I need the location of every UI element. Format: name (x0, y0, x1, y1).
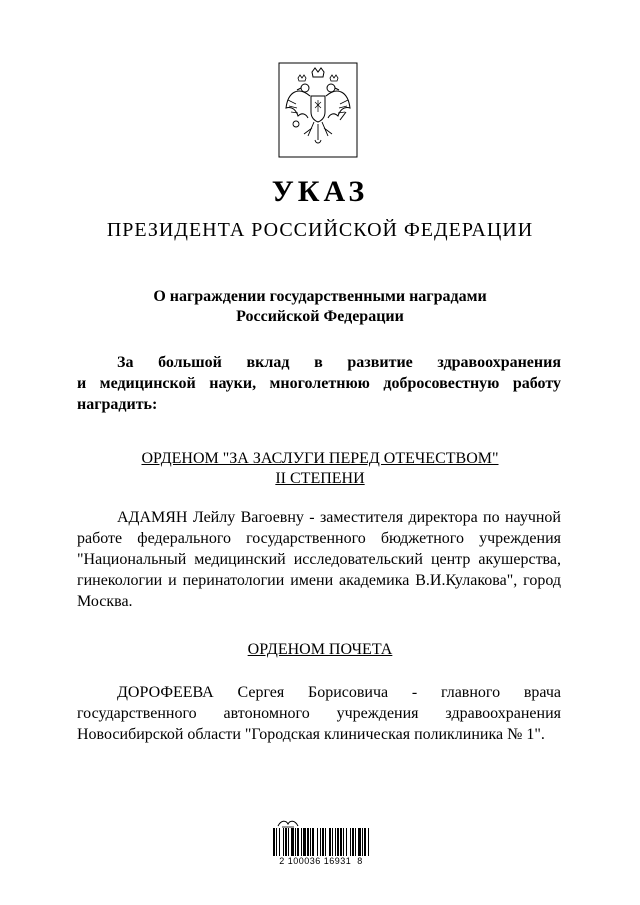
recipient2-line: ДОРОФЕЕВА Сергея Борисовича - главного врача (117, 684, 561, 701)
recipient1-line: работе федерального государственного бюджетного учреждения (77, 530, 561, 547)
barcode-number: 2 100036 16931 8 (279, 856, 363, 866)
award-heading-1 (0, 449, 640, 489)
barcode-block (266, 818, 376, 868)
emblem-frame (278, 62, 358, 158)
recipient1-line: "Национальный медицинский исследовательский центр акушерства, (77, 551, 561, 568)
recipient1-line: Москва. (77, 593, 133, 610)
document-heading (0, 287, 640, 327)
award1-line-2: II СТЕПЕНИ (275, 470, 365, 487)
intro-paragraph (77, 352, 561, 415)
recipient1-line: гинекологии и перинатологии имени академика В.И.Кулакова", город (77, 572, 561, 589)
award2-line: ОРДЕНОМ ПОЧЕТА (247, 641, 393, 658)
recipient-paragraph-1 (77, 507, 561, 612)
intro-line-1: За большой вклад в развитие здравоохранения (117, 354, 561, 371)
heading-line-1: О награждении государственными наградами (153, 288, 487, 305)
document-subtitle: ПРЕЗИДЕНТА РОССИЙСКОЙ ФЕДЕРАЦИИ (106, 219, 534, 241)
recipient-paragraph-2 (77, 682, 561, 745)
award1-line-1: ОРДЕНОМ "ЗА ЗАСЛУГИ ПЕРЕД ОТЕЧЕСТВОМ" (141, 450, 499, 467)
recipient2-line: Новосибирской области "Городская клиническая поликлиника № 1". (77, 726, 545, 743)
coat-of-arms-russia-icon (278, 62, 358, 158)
heading-line-2: Российской Федерации (236, 308, 404, 325)
barcode-icon (272, 828, 370, 856)
barcode-mark-icon (276, 818, 300, 828)
document-title: УКАЗ (271, 175, 369, 208)
intro-line-3: наградить: (77, 396, 158, 413)
recipient2-line: государственного автономного учреждения здравоохранения (77, 705, 561, 722)
recipient1-line: АДАМЯН Лейлу Вагоевну - заместителя директора по научной (117, 509, 561, 526)
award-heading-2 (0, 640, 640, 660)
intro-line-2: и медицинской науки, многолетнюю добросовестную работу (77, 375, 561, 392)
